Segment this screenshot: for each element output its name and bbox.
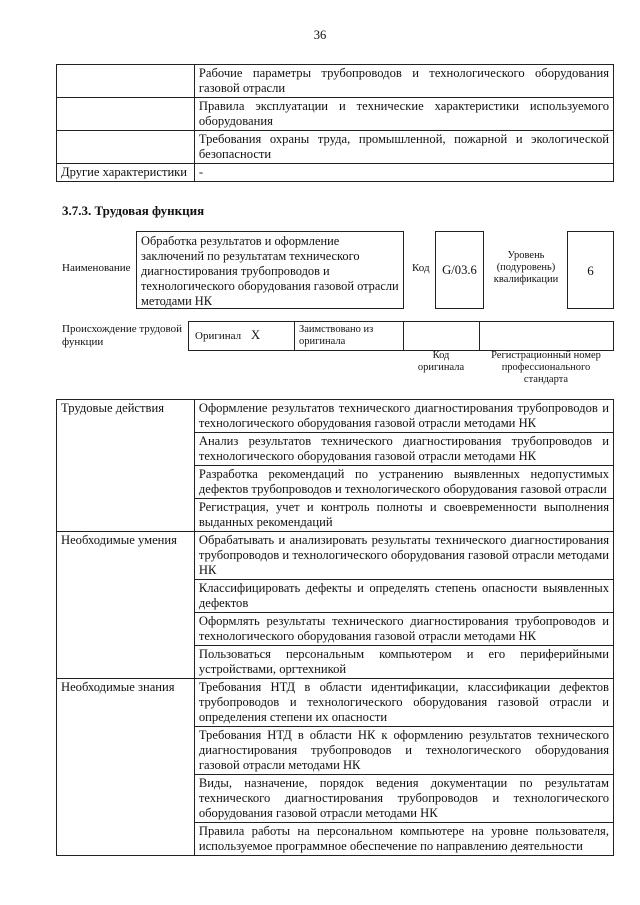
top-table-row (57, 65, 614, 98)
group-item: Требования НТД в области идентификации, классификации дефектов трубопроводов и технологического оборудования газовой отрасли и определения степени их опасности (194, 679, 613, 727)
origin-cell-reg (479, 321, 614, 351)
group-item: Оформлять результаты технического диагностирования трубопроводов и технологического оборудования газовой отрасли методами НК (194, 613, 613, 646)
top-table-row (57, 131, 614, 164)
origin-cell-original (188, 321, 295, 351)
top-table-left-cell: Другие характеристики (57, 164, 195, 182)
main-table-row (57, 400, 614, 433)
top-table-right-cell: - (194, 164, 613, 182)
original-label: Оригинал (195, 330, 242, 342)
top-table-right-cell: Правила эксплуатации и технические характеристики используемого оборудования (194, 98, 613, 131)
code-value: G/03.6 (442, 263, 477, 277)
origin-cell-borrowed (294, 321, 404, 351)
function-name-value: Обработка результатов и оформление заключений по результатам технического диагностирования трубопроводов и технологического оборудования газовой отрасли методами НК (141, 234, 399, 308)
level-box (567, 231, 614, 309)
group-label: Необходимые знания (57, 679, 195, 856)
top-table-left-cell (57, 98, 195, 131)
top-table-left-cell (57, 65, 195, 98)
group-item: Обрабатывать и анализировать результаты технического диагностирования трубопроводов и технологического оборудования газовой отрасли методами НК (194, 532, 613, 580)
group-item: Требования НТД в области НК к оформлению результатов технического диагностирования трубопроводов и технологического оборудования газовой отрасли методами НК (194, 727, 613, 775)
group-item: Пользоваться персональным компьютером и его периферийными устройствами, оргтехникой (194, 646, 613, 679)
borrowed-label: Заимствовано из оригинала (299, 324, 374, 347)
code-original-caption: Код оригинала (417, 350, 465, 373)
group-item: Классифицировать дефекты и определять степень опасности выявленных дефектов (194, 580, 613, 613)
top-table-row (57, 164, 614, 182)
group-item: Регистрация, учет и контроль полноты и своевременности выполнения выданных рекомендаций (194, 499, 613, 532)
level-value: 6 (587, 263, 594, 278)
group-item: Правила работы на персональном компьютере на уровне пользователя, используемое программное обеспечение по направлению деятельности (194, 823, 613, 856)
group-item: Виды, назначение, порядок ведения документации по результатам технического диагностирования трубопроводов и технологического оборудования газовой отрасли методами НК (194, 775, 613, 823)
main-table (56, 399, 614, 856)
group-label: Трудовые действия (57, 400, 195, 532)
code-box (435, 231, 484, 309)
main-table-row (57, 532, 614, 580)
group-item: Анализ результатов технического диагностирования трубопроводов и технологического оборудования газовой отрасли методами НК (194, 433, 613, 466)
origin-cell-code (403, 321, 480, 351)
reg-number-caption: Регистрационный номер профессионального стандарта (491, 350, 601, 385)
top-table-row (57, 98, 614, 131)
level-label: Уровень (подуровень) квалификации (493, 250, 559, 285)
function-name-box (136, 231, 404, 309)
section-title: 3.7.3. Трудовая функция (62, 203, 205, 218)
top-table-right-cell: Рабочие параметры трубопроводов и технологического оборудования газовой отрасли (194, 65, 613, 98)
original-mark: X (251, 328, 261, 342)
top-table-left-cell (57, 131, 195, 164)
group-item: Оформление результатов технического диагностирования трубопроводов и технологического оборудования газовой отрасли методами НК (194, 400, 613, 433)
top-table (56, 64, 614, 182)
top-table-right-cell: Требования охраны труда, промышленной, пожарной и экологической безопасности (194, 131, 613, 164)
main-table-row (57, 679, 614, 727)
group-label: Необходимые умения (57, 532, 195, 679)
page-number: 36 (313, 28, 327, 42)
name-label: Наименование (62, 262, 131, 274)
origin-label: Происхождение трудовой функции (62, 323, 183, 348)
code-label: Код (412, 262, 430, 274)
group-item: Разработка рекомендаций по устранению выявленных недопустимых дефектов трубопроводов и технологического оборудования газовой отрасли (194, 466, 613, 499)
